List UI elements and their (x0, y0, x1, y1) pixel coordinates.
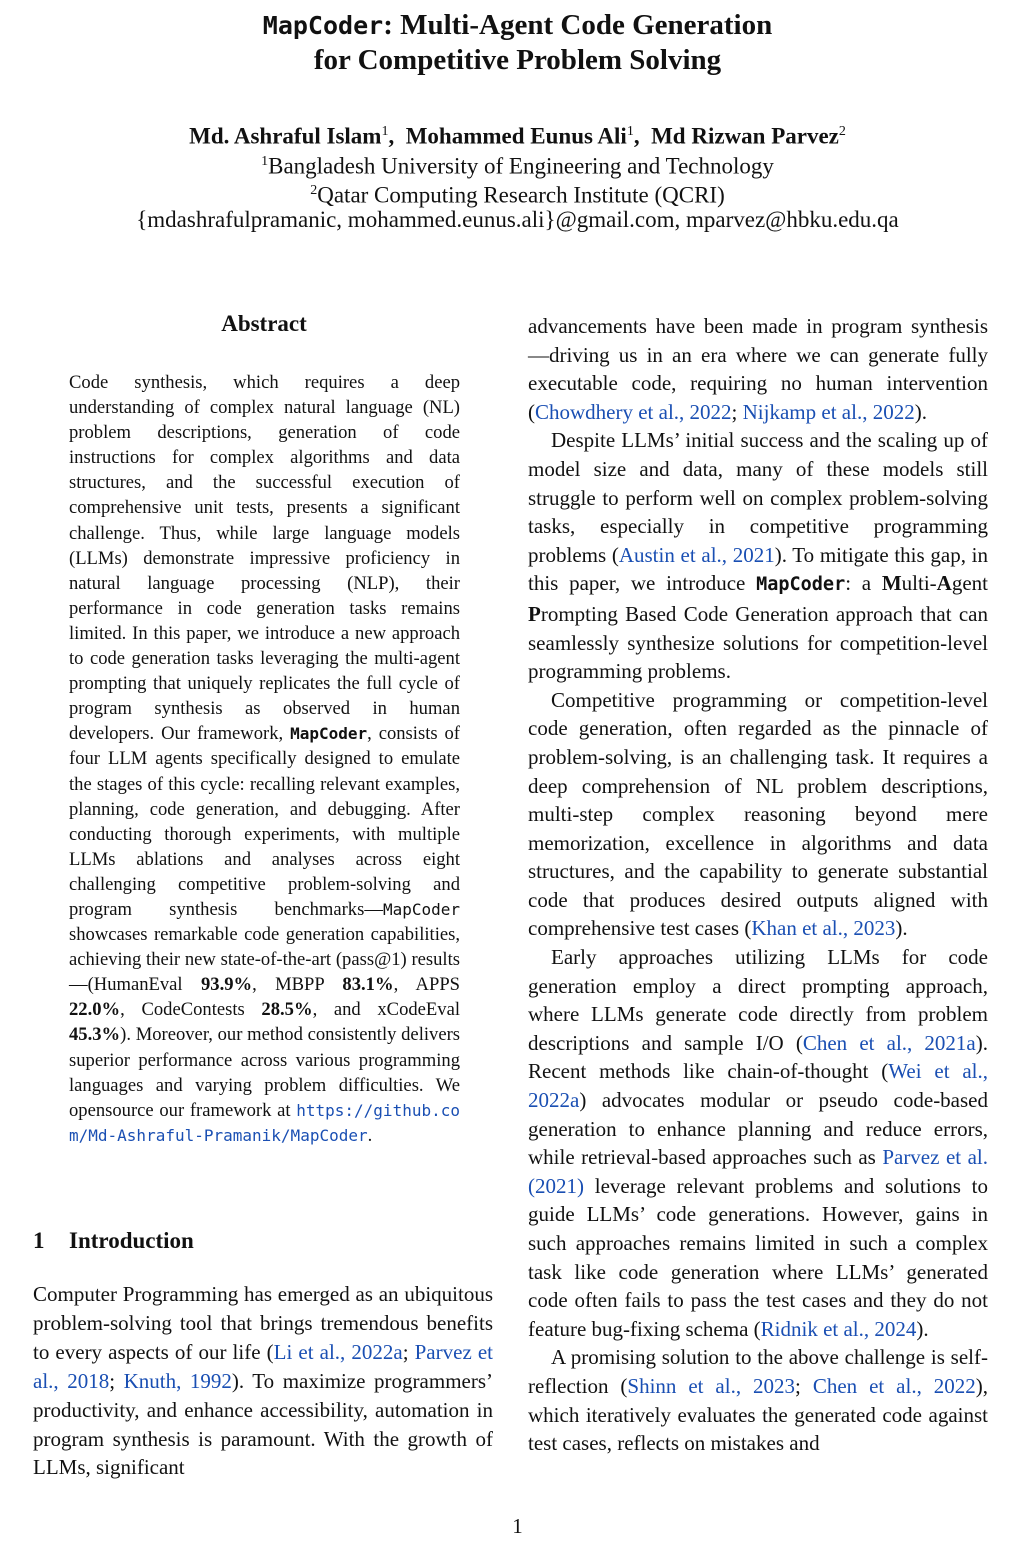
title-line2: for Competitive Problem Solving (313, 44, 722, 76)
paragraph-continuation (528, 312, 988, 426)
body-text: ; (402, 1339, 415, 1364)
citation-link[interactable]: Parvez et al. (2021) (528, 1145, 988, 1198)
body-text: Early approaches utilizing LLMs for code generation employ a direct prompting approach, where LLMs generate code directly from problem descriptions and sample I/O ( (528, 945, 988, 1055)
abstract-text: , and xCodeEval (312, 999, 460, 1021)
citation-link[interactable]: Shinn et al., 2023 (627, 1373, 796, 1398)
acronym-letter: A (936, 571, 952, 596)
body-text: ; (731, 399, 743, 424)
abstract-body (69, 370, 460, 1148)
intro-paragraph (33, 1280, 493, 1482)
paragraph (528, 943, 988, 1343)
abstract-heading: Abstract (221, 311, 307, 336)
author-name: Mohammed Eunus Ali (405, 123, 627, 149)
citation-link[interactable]: Austin et al., 2021 (618, 542, 775, 567)
body-text: ). To maximize programmers’ productivity, and enhance accessibility, automation in program synthesis is paramount. With the growth of LLMs, significant (33, 1368, 494, 1480)
author-name: Md. Ashraful Islam (189, 123, 382, 149)
body-text: ). (916, 1316, 929, 1341)
body-text: ). To mitigate this gap, in this paper, we introduce (528, 542, 988, 596)
result-apps: 22.0% (69, 999, 121, 1021)
body-text: : a (845, 571, 882, 596)
paragraph (528, 426, 988, 685)
citation-link[interactable]: Chen et al., 2022 (812, 1373, 976, 1398)
author-list: Md. Ashraful Islam$^1$, Mohammed Eunus Ali$^1$, Md Rizwan Parvez$^2$ (189, 123, 846, 149)
body-text: ; (109, 1368, 124, 1393)
paragraph (528, 686, 988, 943)
citation-link[interactable]: Khan et al., 2023 (751, 916, 896, 941)
paragraph (528, 1343, 988, 1457)
result-xcodeeval: 45.3% (69, 1024, 121, 1046)
citation-link[interactable]: Parvez et al., 2018 (33, 1339, 494, 1393)
abstract-text: showcases remarkable code generation capabilities, achieving their new state-of-the-art (pass@1) results—(HumanEval (69, 924, 460, 996)
citation-link[interactable]: Knuth, 1992 (123, 1368, 232, 1393)
abstract-text: , CodeContests (120, 999, 262, 1021)
body-text: advancements have been made in program synthesis—driving us in an era where we can generate fully executable code, requiring no human intervention ( (528, 314, 988, 424)
citation-link[interactable]: Wei et al., 2022a (528, 1059, 989, 1113)
body-text: ), which iteratively evaluates the generated code against test cases, reflects on mistakes and (528, 1373, 989, 1456)
result-codecontests: 28.5% (261, 999, 313, 1021)
title-tool-name: MapCoder (262, 11, 384, 40)
citation-link[interactable]: Chowdhery et al., 2022 (535, 399, 732, 424)
affil-name: Qatar Computing Research Institute (QCRI) (317, 182, 725, 208)
right-column (528, 312, 988, 1458)
citation-link[interactable]: Li et al., 2022a (273, 1339, 403, 1364)
section-heading-introduction (33, 1228, 194, 1254)
acronym-letter: P (528, 601, 541, 626)
acronym-letter: M (881, 571, 902, 596)
author-affil-mark: 1 (626, 124, 634, 139)
tool-name: MapCoder (290, 724, 368, 744)
title-line1: : Multi-Agent Code Generation (383, 9, 773, 41)
body-text: leverage relevant problems and solutions to guide LLMs’ code generations. However, gains in such approaches remains limited in such a complex task like code generation where LLMs’ generated code often fails to pass the test cases and they do not feature bug-fixing schema ( (528, 1173, 988, 1341)
body-text: Despite LLMs’ initial success and the scaling up of model size and data, many of these models still struggle to perform well on complex problem-solving tasks, especially in competitive programming problems ( (528, 428, 988, 567)
body-text: Competitive programming or competition-level code generation, often regarded as the pinnacle of problem-solving, is an challenging task. It requires a deep comprehension of NL problem descriptions, multi-step complex reasoning beyond mere memorization, excellence in algorithms and data structures, and the capability to generate substantial code that produces desired outputs aligned with comprehensive test cases ( (528, 687, 988, 941)
abstract-text: ). Moreover, our method consistently delivers superior performance across various programming languages and varying problem difficulties. We opensource our framework at (69, 1024, 460, 1121)
abstract-text: , consists of four LLM agents specifically designed to emulate the stages of this cycle: recalling relevant examples, planning, code generation, and debugging. After conducting thorough experiments, with multiple LLMs ablations and analyses across eight challenging competitive problem-solving and program synthesis benchmarks— (69, 723, 460, 920)
body-text: ulti- (901, 571, 937, 596)
author-affil-mark: 2 (838, 124, 846, 139)
github-link[interactable]: https://github.com/Md-Ashraful-Pramanik/MapCoder (69, 1100, 460, 1145)
abstract-text: , MBPP (252, 974, 343, 996)
tool-name: MapCoder (382, 899, 460, 919)
affil-mark: 2 (310, 183, 318, 198)
affil-name: Bangladesh University of Engineering and Technology (268, 153, 774, 179)
page-number: 1 (512, 1514, 523, 1538)
affiliation-1 (0, 148, 1035, 181)
abstract-text: , APPS (393, 974, 460, 996)
body-text: ; (795, 1373, 813, 1398)
author-emails: {mdashrafulpramanic, mohammed.eunus.ali}@gmail.com, mparvez@hbku.edu.qa (136, 207, 899, 232)
section-number: 1 (33, 1228, 45, 1253)
body-text: ). (914, 399, 927, 424)
abstract-text: Code synthesis, which requires a deep understanding of complex natural language (NL) problem descriptions, generation of code instructions for complex algorithms and data structures, and the successful execution of comprehensive unit tests, presents a significant challenge. Thus, while large language models (LLMs) demonstrate impressive proficiency in natural language processing (NLP), their performance in code generation tasks remains limited. In this paper, we introduce a new approach to code generation tasks leveraging the multi-agent prompting that uniquely replicates the full cycle of program synthesis as observed in human developers. Our framework, (69, 372, 460, 745)
body-text: gent (951, 571, 988, 596)
author-name: Md Rizwan Parvez (651, 123, 839, 149)
body-text: ) advocates modular or pseudo code-based generation to enhance planning and reduce errors, while retrieval-based approaches such as (528, 1088, 988, 1170)
body-text: ). (895, 916, 908, 941)
affil-mark: 1 (261, 154, 269, 169)
body-text: Computer Programming has emerged as an ubiquitous problem-solving tool that brings tremendous benefits to every aspects of our life ( (33, 1282, 493, 1364)
body-text: ). Recent methods like chain-of-thought ( (528, 1030, 988, 1084)
result-mbpp: 83.1% (342, 974, 394, 996)
citation-link[interactable]: Nijkamp et al., 2022 (742, 399, 915, 424)
tool-name: MapCoder (756, 574, 846, 596)
affiliation-2 (0, 177, 1035, 210)
citation-link[interactable]: Chen et al., 2021a (802, 1030, 976, 1055)
body-text: rompting Based Code Generation approach that can seamlessly synthesize solutions for competition-level programming problems. (528, 601, 988, 684)
section-title: Introduction (69, 1228, 194, 1253)
author-affil-mark: 1 (381, 124, 389, 139)
paper-title (0, 8, 1035, 77)
citation-link[interactable]: Ridnik et al., 2024 (760, 1316, 917, 1341)
abstract-text: . (367, 1124, 373, 1146)
body-text: A promising solution to the above challenge is self-reflection ( (528, 1345, 988, 1398)
result-humaneval: 93.9% (200, 974, 253, 996)
